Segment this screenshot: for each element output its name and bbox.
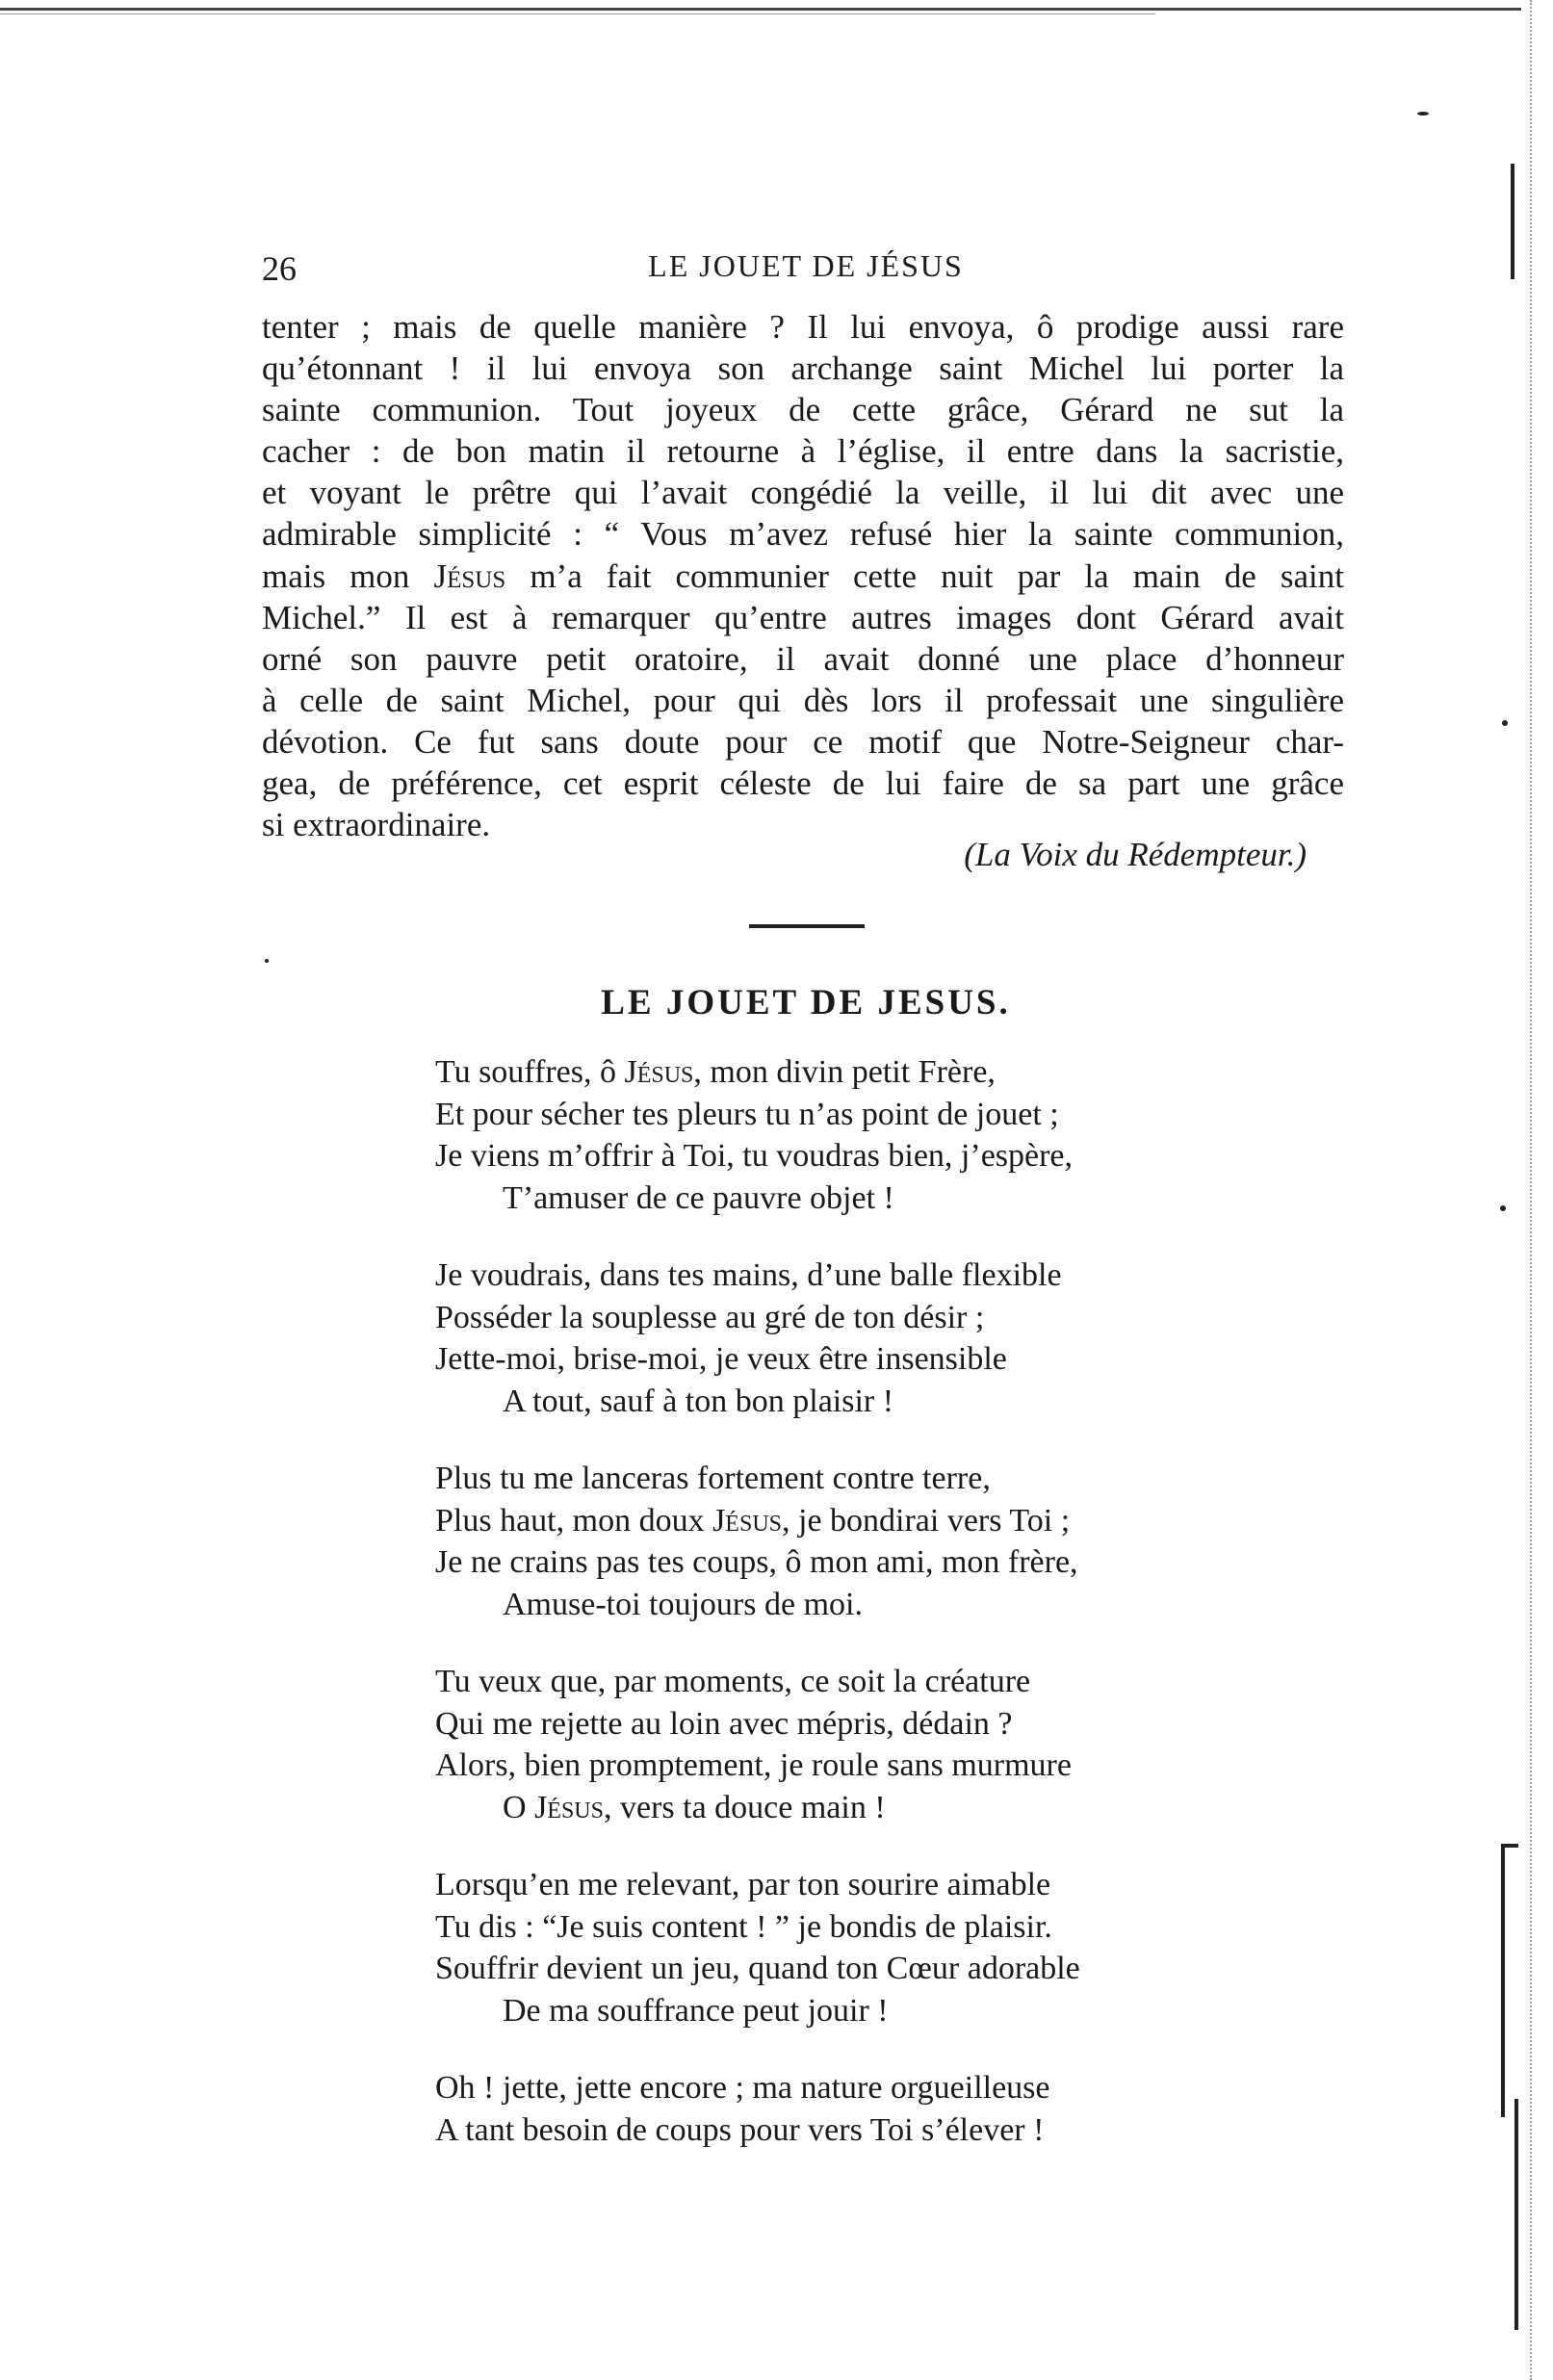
verse: A tout, sauf à ton bon plaisir ! (503, 1383, 894, 1419)
prose-text: m’a fait communier cette nuit par la main de saint (505, 556, 1344, 595)
prose-line: dévotion. Ce fut sans doute pour ce motif que Notre-Seigneur char- (262, 722, 1344, 761)
scan-top-border (0, 0, 1521, 11)
scan-margin-bracket-lower (1514, 2099, 1518, 2330)
prose-line: tenter ; mais de quelle manière ? Il lui envoya, ô prodige aussi rare (262, 308, 1344, 346)
prose-paragraph (262, 306, 1344, 845)
verse-text: , je bondirai vers Toi ; (782, 1502, 1071, 1539)
stanza (435, 1255, 1302, 1422)
verse: Qui me rejette au loin avec mépris, dédain ? (435, 1705, 1013, 1742)
prose-line: si extraordinaire. (262, 806, 491, 844)
verse: Amuse-toi toujours de moi. (503, 1586, 863, 1622)
section-divider (749, 924, 865, 928)
verse: Oh ! jette, jette encore ; ma nature orgueilleuse (435, 2070, 1050, 2106)
prose-line: admirable simplicité : “ Vous m’avez refusé hier la sainte communion, (262, 515, 1344, 554)
verse (435, 1500, 1302, 1542)
running-head: LE JOUET DE JÉSUS (648, 248, 964, 283)
jesus-name: Jésus (534, 1789, 604, 1825)
verse-text: , mon divin petit Frère, (693, 1054, 996, 1090)
prose-text: mais mon (262, 556, 434, 595)
verse-text: , vers ta douce main ! (603, 1789, 886, 1825)
source-citation: (La Voix du Rédempteur.) (964, 836, 1307, 873)
verse: Jette-moi, brise-moi, je veux être insensible (435, 1341, 1007, 1377)
verse-text: O (503, 1789, 535, 1825)
verse: Lorsqu’en me relevant, par ton sourire aimable (435, 1867, 1051, 1902)
verse: Je voudrais, dans tes mains, d’une balle flexible (435, 1257, 1062, 1293)
scan-speck (1500, 1205, 1506, 1211)
prose-line: sainte communion. Tout joyeux de cette grâce, Gérard ne sut la (262, 391, 1344, 429)
jesus-name: Jésus (624, 1054, 694, 1090)
verse: A tant besoin de coups pour vers Toi s’élever ! (435, 2111, 1045, 2148)
verse: T’amuser de ce pauvre objet ! (503, 1179, 894, 1216)
stanza (435, 1051, 1302, 1219)
verse (435, 1787, 1302, 1829)
stanza (435, 1458, 1302, 1625)
prose-line: à celle de saint Michel, pour qui dès lors il professait une singulière (262, 681, 1344, 719)
poem (435, 1051, 1302, 2186)
stanza (435, 1864, 1302, 2031)
scan-speck (265, 959, 269, 963)
verse: Et pour sécher tes pleurs tu n’as point de jouet ; (435, 1096, 1059, 1132)
verse: Tu veux que, par moments, ce soit la créature (435, 1664, 1031, 1699)
stanza (435, 1661, 1302, 1828)
verse: Plus tu me lanceras fortement contre terre, (435, 1461, 991, 1496)
page-header (262, 248, 1350, 297)
stanza (435, 2067, 1302, 2151)
verse: De ma souffrance peut jouir ! (503, 1992, 889, 2029)
page-number: 26 (262, 249, 297, 288)
verse: Je viens m’offrir à Toi, tu voudras bien, j’espère, (435, 1138, 1074, 1174)
prose-line: gea, de préférence, cet esprit céleste de lui faire de sa part une grâce (262, 764, 1344, 803)
prose-line: orné son pauvre petit oratoire, il avait donné une place d’honneur (262, 639, 1344, 678)
verse: Tu dis : “Je suis content ! ” je bondis de plaisir. (435, 1908, 1052, 1945)
scan-margin-mark (1511, 164, 1514, 279)
scan-speck (1502, 720, 1508, 726)
prose-line: cacher : de bon matin il retourne à l’église, il entre dans la sacristie, (262, 432, 1344, 471)
prose-line: qu’étonnant ! il lui envoya son archange saint Michel lui porter la (262, 349, 1344, 388)
prose-line (262, 556, 1344, 597)
scan-top-line (0, 13, 1155, 14)
jesus-name: Jésus (712, 1502, 782, 1539)
verse: Alors, bien promptement, je roule sans murmure (435, 1747, 1072, 1783)
verse-text: Plus haut, mon doux (435, 1502, 713, 1539)
verse: Posséder la souplesse au gré de ton désir ; (435, 1299, 985, 1335)
scan-margin-bracket (1501, 1844, 1518, 2117)
prose-line: Michel.” Il est à remarquer qu’entre autres images dont Gérard avait (262, 598, 1344, 636)
verse: Je ne crains pas tes coups, ô mon ami, mon frère, (435, 1544, 1078, 1580)
jesus-name: Jésus (433, 556, 506, 595)
scan-right-edge (1530, 0, 1532, 2380)
verse: Souffrir devient un jeu, quand ton Cœur adorable (435, 1951, 1080, 1986)
prose-line: et voyant le prêtre qui l’avait congédié la veille, il lui dit avec une (262, 474, 1344, 512)
verse (435, 1051, 1302, 1094)
poem-title: LE JOUET DE JESUS. (601, 983, 1011, 1022)
verse-text: Tu souffres, ô (435, 1054, 625, 1090)
scan-speck (1417, 112, 1429, 116)
